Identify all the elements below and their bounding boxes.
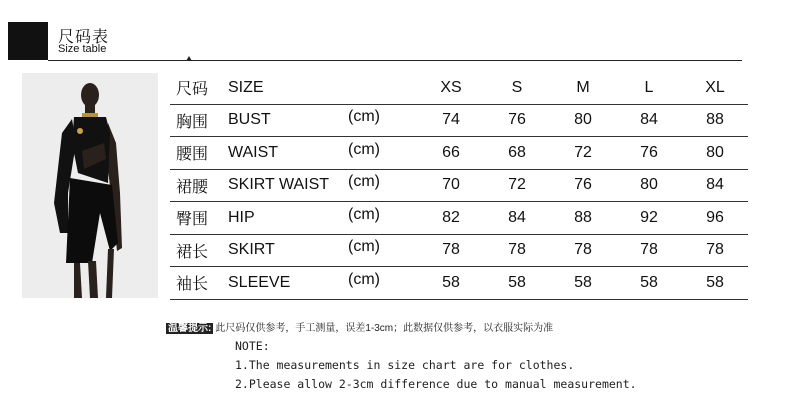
table-cell: 84 [682,169,748,202]
row-label-cn: 裙长 [170,234,228,267]
header-label-cn: 尺码 [170,72,228,104]
table-row [170,104,748,137]
row-label-en: BUST [228,104,338,137]
table-cell: 78 [418,234,484,267]
table-cell: 76 [616,137,682,170]
row-label-cn: 裙腰 [170,169,228,202]
table-cell: 58 [418,267,484,300]
unit-label: (cm) [348,108,380,126]
warm-tip-tag: 温馨提示: [168,323,212,334]
row-label-en: SLEEVE [228,267,338,300]
row-label-cn: 臀围 [170,202,228,235]
table-row [170,267,748,300]
table-cell: 58 [682,267,748,300]
table-cell: 82 [418,202,484,235]
table-cell: 76 [484,104,550,137]
table-cell: 88 [550,202,616,235]
size-header: S [484,72,550,104]
note-line-2: 2.Please allow 2-3cm difference due to manual measurement. [235,377,637,391]
note-title: NOTE: [235,339,270,353]
unit-label: (cm) [348,270,380,288]
table-header-row [170,72,748,104]
size-header: XL [682,72,748,104]
size-header: M [550,72,616,104]
unit-label: (cm) [348,140,380,158]
header-divider [48,60,742,61]
table-cell: 58 [616,267,682,300]
header-triangle-marker [186,56,192,61]
table-cell: 72 [550,137,616,170]
table-cell: 92 [616,202,682,235]
table-cell: 76 [550,169,616,202]
table-cell: 96 [682,202,748,235]
model-figure-illustration [22,73,158,298]
row-label-cn: 腰围 [170,137,228,170]
table-cell: 74 [418,104,484,137]
table-row [170,234,748,267]
table-cell: 72 [484,169,550,202]
table-cell: 84 [616,104,682,137]
size-header: L [616,72,682,104]
header-label-en: SIZE [228,72,338,104]
table-cell: 78 [550,234,616,267]
unit-label: (cm) [348,205,380,223]
row-label-cn: 胸围 [170,104,228,137]
table-cell: 84 [484,202,550,235]
table-cell: 58 [550,267,616,300]
table-cell: 78 [616,234,682,267]
table-cell: 68 [484,137,550,170]
title-chinese: 尺码表 [58,29,110,46]
table-cell: 78 [682,234,748,267]
table-row [170,169,748,202]
unit-label: (cm) [348,173,380,191]
row-label-en: HIP [228,202,338,235]
table-cell: 58 [484,267,550,300]
header-square [8,22,48,60]
unit-label: (cm) [348,238,380,256]
row-label-cn: 袖长 [170,267,228,300]
table-cell: 70 [418,169,484,202]
warm-tip-text: 此尺码仅供参考，手工测量，误差1-3cm；此数据仅供参考，以衣服实际为准 [215,323,554,334]
table-cell: 80 [550,104,616,137]
row-label-en: SKIRT WAIST [228,169,338,202]
title-english: Size table [58,43,107,55]
warm-tip [166,319,553,334]
row-label-en: WAIST [228,137,338,170]
size-header: XS [418,72,484,104]
table-cell: 80 [682,137,748,170]
table-cell: 80 [616,169,682,202]
note-line-1: 1.The measurements in size chart are for clothes. [235,358,575,372]
product-photo [22,73,158,298]
table-cell: 66 [418,137,484,170]
table-cell: 78 [484,234,550,267]
table-cell: 88 [682,104,748,137]
header-unit-spacer [338,72,418,104]
table-row [170,137,748,170]
size-table [170,72,748,300]
row-label-en: SKIRT [228,234,338,267]
table-row [170,202,748,235]
